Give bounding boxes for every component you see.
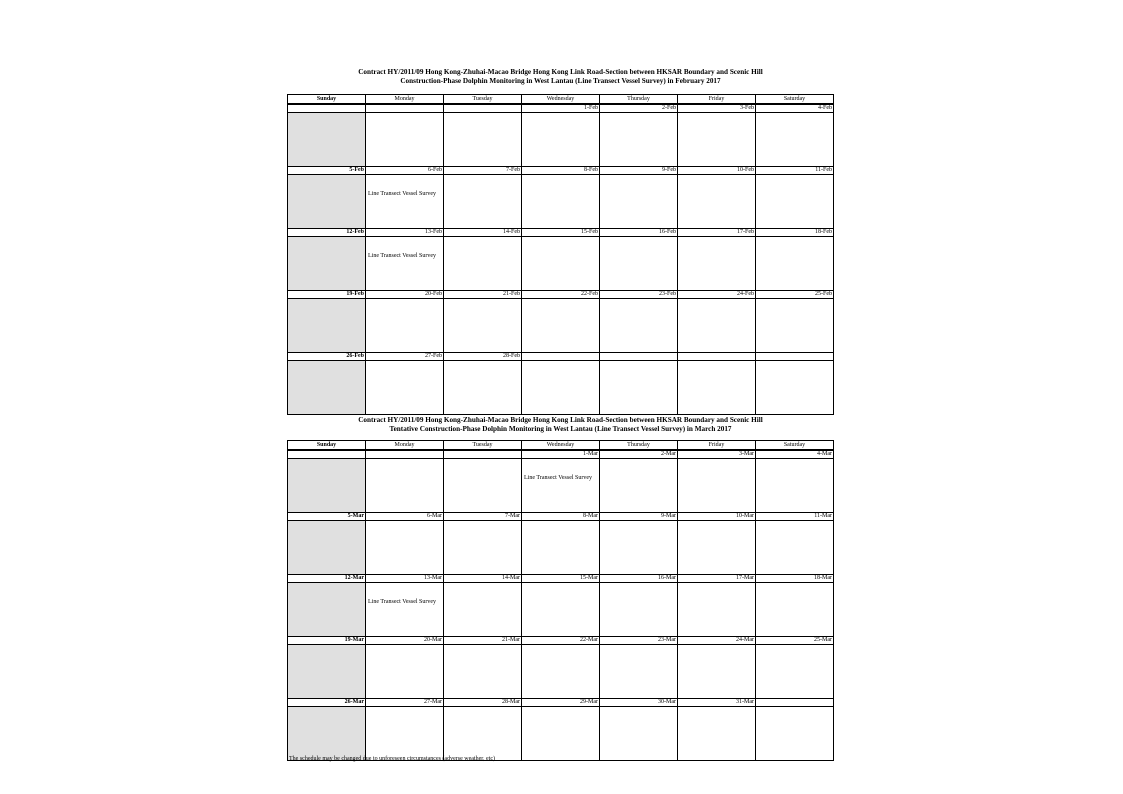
- event-row: [288, 645, 833, 698]
- week-row: [288, 228, 833, 290]
- week-row: [288, 290, 833, 352]
- date-cell: 19-Mar: [344, 637, 364, 643]
- event-cell: [677, 645, 755, 698]
- date-cell: 9-Feb: [599, 167, 677, 174]
- event-cell: [443, 237, 521, 290]
- event-cell: [288, 175, 365, 228]
- date-cell: 11-Mar: [755, 513, 833, 520]
- event-cell: [521, 237, 599, 290]
- date-cell: [288, 451, 365, 458]
- event-row: [288, 707, 833, 760]
- date-cell: 4-Feb: [755, 105, 833, 112]
- date-cell: 12-Mar: [344, 575, 364, 581]
- event-row: [288, 175, 833, 228]
- date-cell: 28-Feb: [443, 353, 521, 360]
- event-cell: [288, 583, 365, 636]
- event-cell: [521, 583, 599, 636]
- event-cell: [443, 707, 521, 760]
- event-cell: [443, 299, 521, 352]
- date-cell: 23-Feb: [599, 291, 677, 298]
- event-cell: Line Transect Vessel Survey: [365, 175, 443, 228]
- event-cell: [443, 521, 521, 574]
- date-cell: 25-Mar: [755, 637, 833, 644]
- event-cell: [288, 237, 365, 290]
- event-cell: [755, 237, 833, 290]
- date-row: [288, 353, 833, 361]
- event-cell: [521, 361, 599, 414]
- date-cell: 19-Feb: [346, 291, 364, 297]
- event-cell: [365, 707, 443, 760]
- event-cell: [288, 299, 365, 352]
- week-row: [288, 104, 833, 166]
- event-cell: [755, 707, 833, 760]
- event-cell: [599, 459, 677, 512]
- date-cell: 14-Mar: [443, 575, 521, 582]
- date-cell: 18-Mar: [755, 575, 833, 582]
- event-cell: [755, 361, 833, 414]
- week-row: [288, 698, 833, 760]
- event-cell: [288, 459, 365, 512]
- event-cell: [599, 175, 677, 228]
- date-cell: 30-Mar: [599, 699, 677, 706]
- calendar-february: [287, 94, 834, 415]
- date-row: [288, 637, 833, 645]
- day-header: Friday: [677, 441, 755, 449]
- date-cell: 3-Feb: [677, 105, 755, 112]
- date-cell: [443, 105, 521, 112]
- day-header: Monday: [365, 441, 443, 449]
- day-header-row: [288, 95, 833, 104]
- event-cell: [443, 175, 521, 228]
- date-cell: 7-Feb: [443, 167, 521, 174]
- date-cell: 16-Feb: [599, 229, 677, 236]
- date-cell: 28-Mar: [443, 699, 521, 706]
- date-cell: 22-Feb: [521, 291, 599, 298]
- date-row: [288, 451, 833, 459]
- date-cell: 15-Mar: [521, 575, 599, 582]
- event-cell: [599, 299, 677, 352]
- event-cell: [677, 113, 755, 166]
- date-cell: 23-Mar: [599, 637, 677, 644]
- date-cell: 10-Mar: [677, 513, 755, 520]
- event-cell: [521, 299, 599, 352]
- event-cell: [677, 299, 755, 352]
- event-cell: Line Transect Vessel Survey: [365, 237, 443, 290]
- date-cell: 10-Feb: [677, 167, 755, 174]
- day-header: Monday: [365, 95, 443, 103]
- day-header: Tuesday: [443, 441, 521, 449]
- event-cell: [521, 113, 599, 166]
- week-row: [288, 574, 833, 636]
- day-header: Saturday: [755, 95, 833, 103]
- event-cell: [677, 459, 755, 512]
- day-header: Sunday: [316, 96, 337, 102]
- event-cell: [288, 113, 365, 166]
- event-row: [288, 521, 833, 574]
- date-cell: 6-Feb: [365, 167, 443, 174]
- event-cell: [755, 113, 833, 166]
- event-row: [288, 299, 833, 352]
- calendar-title-line1: Contract HY/2011/09 Hong Kong-Zhuhai-Macao Bridge Hong Kong Link Road-Section between HKSAR Boundary and Scenic Hill: [358, 416, 763, 424]
- calendar-title-line2: Tentative Construction-Phase Dolphin Monitoring in West Lantau (Line Transect Vessel Survey) in March 2017: [389, 425, 732, 433]
- date-cell: 15-Feb: [521, 229, 599, 236]
- date-cell: 25-Feb: [755, 291, 833, 298]
- event-cell: [365, 521, 443, 574]
- event-cell: [365, 459, 443, 512]
- event-cell: [521, 521, 599, 574]
- event-cell: [443, 645, 521, 698]
- date-cell: 20-Mar: [365, 637, 443, 644]
- event-row: [288, 361, 833, 414]
- event-row: [288, 113, 833, 166]
- date-cell: 14-Feb: [443, 229, 521, 236]
- date-row: [288, 575, 833, 583]
- date-cell: 13-Mar: [365, 575, 443, 582]
- event-cell: [521, 175, 599, 228]
- date-cell: 31-Mar: [677, 699, 755, 706]
- event-cell: [443, 113, 521, 166]
- event-cell: [443, 459, 521, 512]
- event-cell: [599, 707, 677, 760]
- date-row: [288, 513, 833, 521]
- date-cell: 1-Feb: [521, 105, 599, 112]
- date-row: [288, 105, 833, 113]
- date-cell: 3-Mar: [677, 451, 755, 458]
- date-cell: 12-Feb: [346, 229, 364, 235]
- calendar-title-line2: Construction-Phase Dolphin Monitoring in West Lantau (Line Transect Vessel Survey) in February 2017: [400, 77, 721, 85]
- event-cell: [365, 299, 443, 352]
- event-cell: [755, 299, 833, 352]
- date-cell: 2-Feb: [599, 105, 677, 112]
- event-cell: [365, 645, 443, 698]
- date-cell: [755, 353, 833, 360]
- date-cell: 21-Feb: [443, 291, 521, 298]
- date-cell: 2-Mar: [599, 451, 677, 458]
- event-cell: [677, 237, 755, 290]
- date-cell: 20-Feb: [365, 291, 443, 298]
- day-header: Sunday: [316, 442, 337, 448]
- event-cell: [677, 361, 755, 414]
- date-cell: 8-Mar: [521, 513, 599, 520]
- day-header: Wednesday: [521, 441, 599, 449]
- event-cell: [288, 361, 365, 414]
- date-cell: 24-Feb: [677, 291, 755, 298]
- date-cell: 7-Mar: [443, 513, 521, 520]
- week-row: [288, 352, 833, 414]
- event-cell: [755, 175, 833, 228]
- calendar-title-line1: Contract HY/2011/09 Hong Kong-Zhuhai-Macao Bridge Hong Kong Link Road-Section between HKSAR Boundary and Scenic Hill: [358, 68, 763, 76]
- date-cell: 13-Feb: [365, 229, 443, 236]
- date-cell: 9-Mar: [599, 513, 677, 520]
- event-cell: [755, 645, 833, 698]
- event-cell: [521, 707, 599, 760]
- date-cell: [365, 105, 443, 112]
- day-header: Friday: [677, 95, 755, 103]
- event-row: [288, 237, 833, 290]
- date-cell: [755, 699, 833, 706]
- date-cell: 29-Mar: [521, 699, 599, 706]
- event-row: [288, 459, 833, 512]
- date-cell: 26-Feb: [346, 353, 364, 359]
- calendar-title-feb: [287, 68, 834, 86]
- day-header: Wednesday: [521, 95, 599, 103]
- event-cell: [677, 583, 755, 636]
- date-cell: [365, 451, 443, 458]
- date-cell: 17-Feb: [677, 229, 755, 236]
- event-cell: [288, 521, 365, 574]
- date-cell: [677, 353, 755, 360]
- date-cell: 26-Mar: [344, 699, 364, 705]
- week-row: [288, 512, 833, 574]
- event-cell: [599, 113, 677, 166]
- calendar-title-mar: [287, 416, 834, 434]
- date-row: [288, 699, 833, 707]
- date-cell: 4-Mar: [755, 451, 833, 458]
- date-cell: 16-Mar: [599, 575, 677, 582]
- week-row: [288, 450, 833, 512]
- date-cell: 11-Feb: [755, 167, 833, 174]
- date-cell: 6-Mar: [365, 513, 443, 520]
- date-cell: [288, 105, 365, 112]
- event-cell: [288, 645, 365, 698]
- day-header: Thursday: [599, 95, 677, 103]
- date-cell: 1-Mar: [521, 451, 599, 458]
- date-cell: 18-Feb: [755, 229, 833, 236]
- date-cell: 21-Mar: [443, 637, 521, 644]
- date-cell: 24-Mar: [677, 637, 755, 644]
- date-cell: 27-Feb: [365, 353, 443, 360]
- date-cell: 5-Mar: [347, 513, 364, 519]
- event-cell: [755, 521, 833, 574]
- event-cell: [443, 361, 521, 414]
- day-header: Tuesday: [443, 95, 521, 103]
- day-header-row: [288, 441, 833, 450]
- date-cell: 17-Mar: [677, 575, 755, 582]
- event-cell: Line Transect Vessel Survey: [521, 459, 599, 512]
- event-cell: [288, 707, 365, 760]
- date-cell: 8-Feb: [521, 167, 599, 174]
- date-cell: 5-Feb: [349, 167, 364, 173]
- event-row: [288, 583, 833, 636]
- date-cell: 27-Mar: [365, 699, 443, 706]
- event-cell: [677, 175, 755, 228]
- event-cell: [443, 583, 521, 636]
- calendar-march: [287, 440, 834, 761]
- date-cell: 22-Mar: [521, 637, 599, 644]
- date-cell: [443, 451, 521, 458]
- date-row: [288, 291, 833, 299]
- event-cell: [677, 521, 755, 574]
- date-row: [288, 229, 833, 237]
- date-cell: [599, 353, 677, 360]
- event-cell: [755, 583, 833, 636]
- event-cell: [599, 361, 677, 414]
- event-cell: Line Transect Vessel Survey: [365, 583, 443, 636]
- event-cell: [599, 645, 677, 698]
- event-cell: [599, 521, 677, 574]
- day-header: Thursday: [599, 441, 677, 449]
- day-header: Saturday: [755, 441, 833, 449]
- event-cell: [521, 645, 599, 698]
- event-cell: [599, 237, 677, 290]
- event-cell: [599, 583, 677, 636]
- date-row: [288, 167, 833, 175]
- footnote: The schedule may be changed due to unforeseen circumstances (adverse weather, etc): [289, 756, 495, 762]
- event-cell: [677, 707, 755, 760]
- event-cell: [365, 113, 443, 166]
- week-row: [288, 166, 833, 228]
- week-row: [288, 636, 833, 698]
- event-cell: [755, 459, 833, 512]
- date-cell: [521, 353, 599, 360]
- event-cell: [365, 361, 443, 414]
